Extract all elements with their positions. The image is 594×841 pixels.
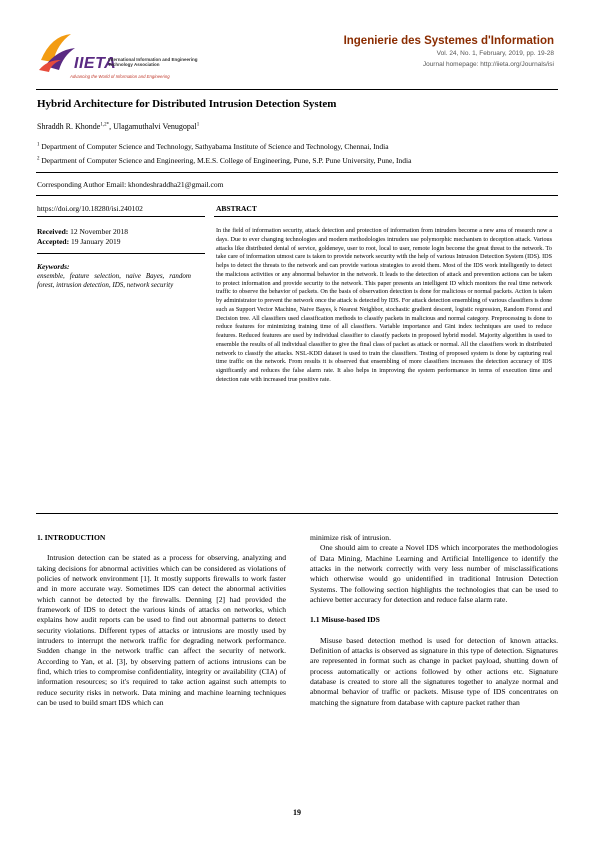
journal-homepage-link[interactable]: Journal homepage: http://iieta.org/Journals/isi — [422, 61, 554, 68]
journal-title: Ingenierie des Systemes d'Information — [343, 35, 554, 47]
intro-paragraph-1-continued: minimize risk of intrusion. — [310, 533, 391, 542]
affiliation-2-mark: 2 — [37, 156, 40, 162]
header-divider — [36, 89, 558, 90]
doi-divider — [37, 216, 205, 217]
misuse-paragraph-1: Misuse based detection method is used for detection of known attacks. Definition of attacks is observed as signature in this type of detection. Signatures are represented in format such as change in packet payload, shutting down of process automatically or actions followed by other actions etc. Signature database is created to store all the signatures together to analyze normal and abnormal behavior of traffic or packets. Misuse type of IDS concentrates on matching the signature from database with capture packet rather than — [310, 635, 558, 707]
abstract-heading: ABSTRACT — [216, 204, 257, 213]
author-1-affiliation-mark: 1,2* — [100, 122, 110, 128]
body-column-right — [310, 533, 558, 708]
logo-brand: IIETA — [74, 55, 117, 72]
section-heading-introduction: 1. INTRODUCTION — [37, 533, 106, 542]
abstract-text: In the field of information security, attack detection and protection of information from intruders become a new area of research now a days. Due to ever changing technologies and modern methodologies intruders use polymorphic mechanism to deception attack. Various attacks like distributed denial of service, goldeneye, user to root, local to user, remote login become the great threat to the network. To take care of information utmost care is taken to provide network security with the help of various Intrusion Detection System (IDS). IDS helps to detect the threats to the network and can provide various strategies to avoid them. Most of the IDS work intelligently to detect the malicious activities or any abnormal behavior in the network. It leads to the detection of attack and prevention actions can be taken to protect information and provide security to the network. This paper presents an intelligent ID which monitors the real time network traffic to observe the behavior of packets. On the basis of observation detection is done for malicious or normal packets. Action is taken by administrator to prevent the network once the attack is detected by IDS. For attack detection ensembling of various classifiers is done such as Support Vector Machine, Naive Bayes, k Nearest Neighbor, stochastic gradient descent, logistic regression, Random Forest and Decision tree. All classifiers used classification methods to classify packets in malicious and normal category. Preprocessing is done to reduce features for minimizing training time of all classifiers. Variable importance and Gini index techniques are used to reduce features. Reduced features are used by individual classifier to classify packets in proposed hybrid model. Majority algorithm is used to ensemble the results of all individual classifier to give the final class of packet as attack or normal. All the classifiers work in distributed network to classify the attacks. NSL-KDD dataset is used to train the classifiers. Testing of proposed system is done by capturing real time traffic on the network. From results it is observed that ensembling of more classifiers increases the detection accuracy of IDS significantly and reduces the false alarm rate. It also helps in improving the system performance in terms of execution time and detection rate with increased true positive rate. — [216, 228, 552, 384]
logo-full-name: International Information and Engineering Technology Association — [108, 57, 198, 67]
received-date — [37, 227, 128, 237]
abstract-divider — [214, 216, 558, 217]
corresponding-author-email[interactable]: Corresponding Author Email: khondeshraddha21@gmail.com — [37, 180, 224, 189]
received-label: Received: — [37, 227, 69, 236]
doi-link[interactable]: https://doi.org/10.18280/isi.240102 — [37, 204, 143, 213]
abstract-bottom-divider — [36, 513, 558, 514]
author-2: , Ulagamuthalvi Venugopal — [109, 122, 197, 131]
body-column-left — [37, 533, 286, 709]
corresponding-divider — [36, 195, 558, 196]
page-number: 19 — [293, 808, 301, 817]
journal-volume: Vol. 24, No. 1, February, 2019, pp. 19-28 — [436, 50, 554, 57]
accepted-date — [37, 237, 128, 247]
intro-paragraph-1: Intrusion detection can be stated as a process for observing, analyzing and taking decisions for abnormal activities which can be considered as violations of policies of network environment [1]. It mostly supports firewalls to work faster and in more accurate way. Sometimes IDS can detect the abnormal activities which cannot be detected by the firewalls. Denning [2] had provided the framework of IDS to detect the various kinds of attacks on networks, which explains how audit reports can be used to find out abnormal patterns to detect security violations. Different types of attacks or intrusions are mostly used by intruders to interrupt the network traffic for degrading network performance. Sudden change in the network traffic can affect the security of network. According to Yan, et al. [3], by observing pattern of actions intrusions can be find, which tries to compromise confidentiality, integrity or availability (CIA) of information resources; so it's required to take action against such attempts to reduce security risks in network. Data mining and machine learning techniques can be used to build smart IDS which can — [37, 553, 286, 708]
affiliation-2-text: Department of Computer Science and Engineering, M.E.S. College of Engineering, Pune, S.P. Pune University, Pune, India — [39, 156, 412, 165]
paper-title: Hybrid Architecture for Distributed Intrusion Detection System — [37, 98, 337, 110]
keywords-heading: Keywords: — [37, 262, 70, 271]
affiliation-2 — [37, 156, 411, 165]
author-1: Shraddh R. Khonde — [37, 122, 101, 131]
intro-paragraph-2: One should aim to create a Novel IDS which incorporates the methodologies of Data Mining, Machine Learning and Artificial Intelligence to identify the attacks in the network correctly with very less number of misclassifications which otherwise would go unidentified in traditional Intrusion Detection Systems. The following section highlights the technologies that can be used to achieve better accuracy for detection and reduce false alarm rate. — [310, 543, 558, 605]
section-heading-misuse-ids: 1.1 Misuse-based IDS — [310, 615, 380, 625]
publisher-logo — [37, 30, 212, 78]
keywords-list: ensemble, feature selection, naive Bayes, random forest, intrusion detection, IDS, network security — [37, 272, 191, 289]
article-dates — [37, 227, 128, 247]
affiliation-1 — [37, 142, 389, 151]
author-2-affiliation-mark: 1 — [196, 122, 200, 128]
accepted-label: Accepted: — [37, 237, 70, 246]
affiliation-1-mark: 1 — [37, 142, 40, 148]
journal-header — [344, 35, 554, 68]
affiliation-divider — [36, 172, 558, 173]
received-value: 12 November 2018 — [68, 227, 129, 236]
affiliation-1-text: Department of Computer Science and Technology, Sathyabama Institute of Science and Technology, Chennai, India — [39, 142, 389, 151]
dates-divider — [37, 253, 205, 254]
author-list — [37, 122, 199, 131]
logo-mark-icon — [37, 30, 77, 74]
accepted-value: 19 January 2019 — [69, 237, 121, 246]
logo-tagline: Advancing the World of Information and Engineering — [70, 74, 170, 79]
